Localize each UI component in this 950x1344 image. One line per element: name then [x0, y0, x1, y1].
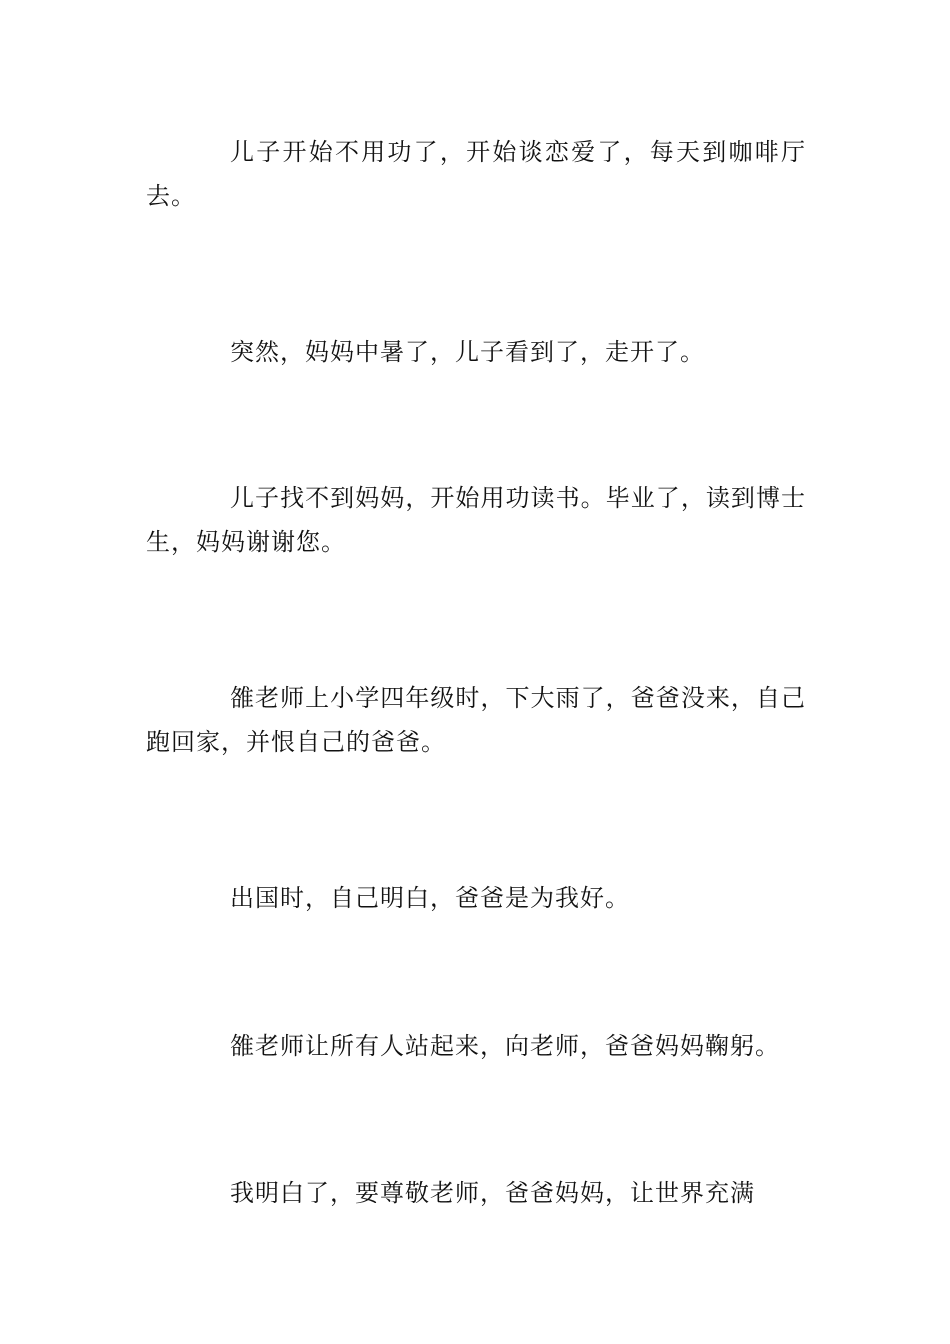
- paragraph: 雒老师上小学四年级时，下大雨了，爸爸没来，自己跑回家，并恨自己的爸爸。: [146, 684, 806, 756]
- paragraph: 突然，妈妈中暑了，儿子看到了，走开了。: [230, 338, 705, 366]
- paragraph: 我明白了，要尊敬老师，爸爸妈妈，让世界充满: [230, 1179, 755, 1207]
- paragraph: 出国时，自己明白，爸爸是为我好。: [230, 884, 630, 912]
- paragraph: 雒老师让所有人站起来，向老师，爸爸妈妈鞠躬。: [230, 1032, 780, 1060]
- paragraph: 儿子找不到妈妈，开始用功读书。毕业了，读到博士生，妈妈谢谢您。: [146, 484, 806, 556]
- paragraph: 儿子开始不用功了，开始谈恋爱了，每天到咖啡厅去。: [146, 138, 806, 210]
